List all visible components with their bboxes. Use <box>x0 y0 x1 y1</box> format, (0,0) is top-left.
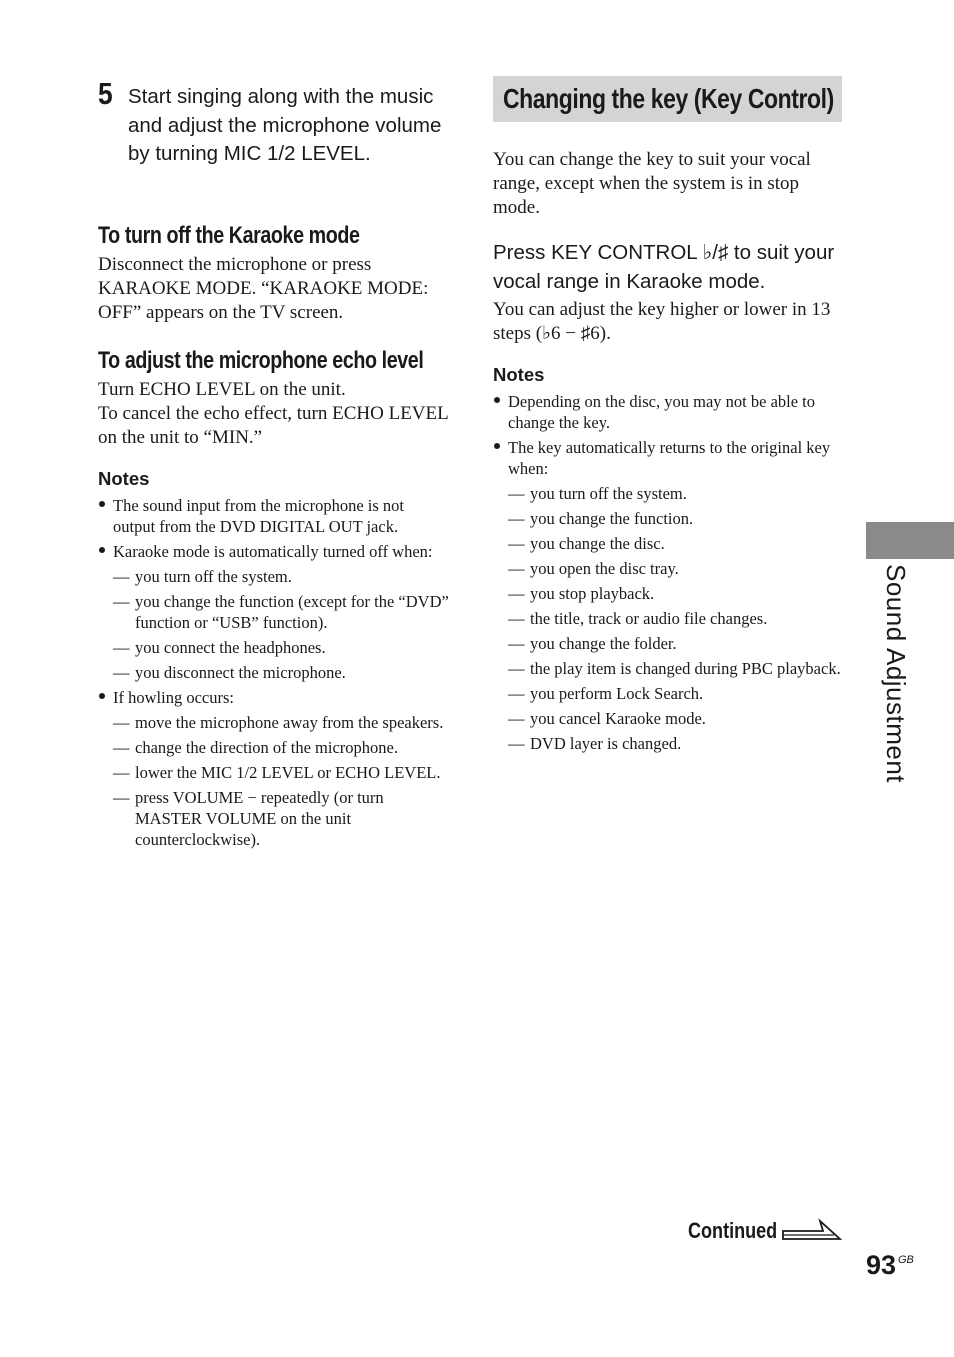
list-item: — you change the folder. <box>508 634 677 653</box>
list-item: — you change the function (except for the “DVD” function or “USB” function). <box>113 592 449 632</box>
list-item: — DVD layer is changed. <box>508 734 682 753</box>
page-suffix: GB <box>898 1254 914 1266</box>
list-item: — you cancel Karaoke mode. <box>508 709 706 728</box>
list-item: — you stop playback. <box>508 584 655 603</box>
right-notes-title: Notes <box>493 364 545 385</box>
list-item: — the title, track or audio file changes. <box>508 609 768 628</box>
key-control-intro: You can change the key to suit your vocal range, except when the system is in stop mode. <box>493 149 811 218</box>
chapter-tab-label: Sound Adjustment <box>881 564 911 784</box>
left-note-1: The sound input from the microphone is not output from the DVD DIGITAL OUT jack. <box>98 495 450 537</box>
list-item: — you turn off the system. <box>113 567 292 586</box>
continued-label: Continued <box>688 1218 778 1243</box>
list-item: — move the microphone away from the speakers. <box>113 713 444 732</box>
echo-line-2: To cancel the echo effect, turn ECHO LEVEL on the unit to “MIN.” <box>98 403 449 448</box>
key-control-detail: You can adjust the key higher or lower in 13 steps (♭6 − ♯6). <box>493 299 831 344</box>
right-note-2: The key automatically returns to the original key when: <box>493 437 843 479</box>
key-control-instruction: Press KEY CONTROL ♭/♯ to suit your vocal range in Karaoke mode. <box>493 241 835 293</box>
karaoke-off-heading: To turn off the Karaoke mode <box>98 222 360 249</box>
right-note-1: Depending on the disc, you may not be able to change the key. <box>493 391 843 433</box>
left-notes <box>98 495 450 854</box>
list-item: — press VOLUME − repeatedly (or turn MASTER VOLUME on the unit counterclockwise). <box>113 788 384 849</box>
chapter-tab <box>866 522 954 559</box>
section-title-bar <box>493 76 842 122</box>
list-item: — you change the disc. <box>508 534 665 553</box>
list-item: — you change the function. <box>508 509 694 528</box>
list-item: — you turn off the system. <box>508 484 687 503</box>
step-text: Start singing along with the music and adjust the microphone volume by turning MIC 1/2 LEVEL. <box>128 85 442 165</box>
list-item: — you perform Lock Search. <box>508 684 704 703</box>
left-note-2: Karaoke mode is automatically turned off when: <box>98 541 450 562</box>
list-item: — change the direction of the microphone. <box>113 738 398 757</box>
echo-heading: To adjust the microphone echo level <box>98 347 424 374</box>
step-number: 5 <box>98 76 113 111</box>
karaoke-off-body: Disconnect the microphone or press KARAOKE MODE. “KARAOKE MODE: OFF” appears on the TV screen. <box>98 254 429 323</box>
list-item: — you connect the headphones. <box>113 638 326 657</box>
echo-line-1: Turn ECHO LEVEL on the unit. <box>98 379 346 400</box>
list-item: — the play item is changed during PBC playback. <box>508 659 841 678</box>
list-item: — you disconnect the microphone. <box>113 663 346 682</box>
list-item: — lower the MIC 1/2 LEVEL or ECHO LEVEL. <box>113 763 441 782</box>
continued-arrow-icon <box>782 1218 842 1242</box>
section-title: Changing the key (Key Control) <box>503 83 834 114</box>
left-notes-title: Notes <box>98 468 150 489</box>
list-item: — you open the disc tray. <box>508 559 679 578</box>
page-number: 93 <box>866 1250 897 1280</box>
echo-body <box>98 378 450 450</box>
right-notes <box>493 391 843 758</box>
left-note-3: If howling occurs: <box>98 687 450 708</box>
